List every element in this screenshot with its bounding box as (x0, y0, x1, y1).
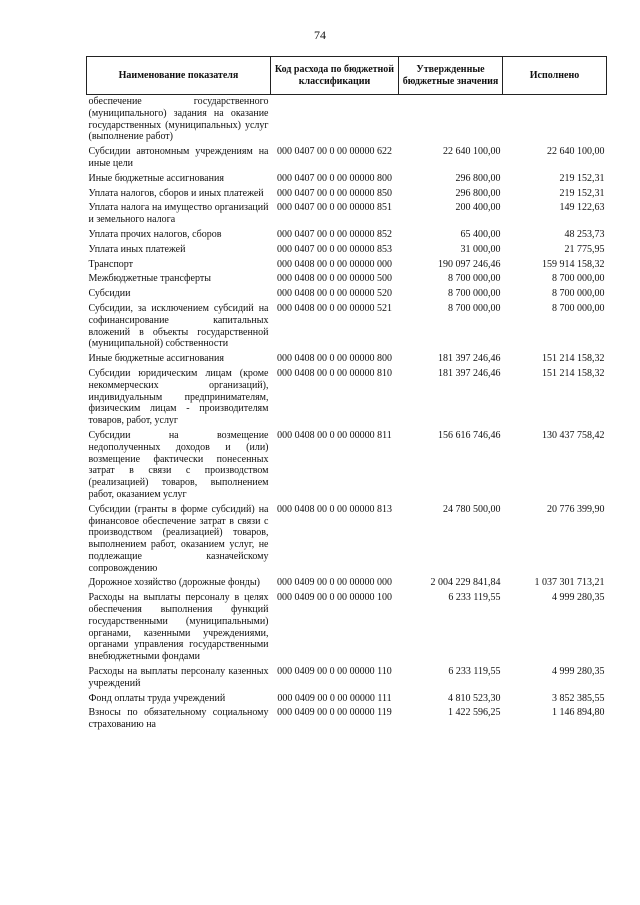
row-approved-value: 296 800,00 (455, 187, 501, 199)
table-row (87, 228, 607, 243)
row-approved-value: 200 400,00 (455, 202, 501, 214)
row-indicator-name: Иные бюджетные ассигнования (88, 353, 224, 365)
row-expense-code: 000 0409 00 0 00 00000 000 (277, 577, 392, 589)
row-executed-value: 3 852 385,55 (552, 692, 605, 704)
row-executed-value: 1 037 301 713,21 (534, 577, 605, 589)
row-executed-value: 151 214 158,32 (542, 353, 605, 365)
row-expense-code: 000 0408 00 0 00 00000 810 (277, 367, 392, 379)
row-indicator-name: Субсидии автономным учреждениям на иные цели (88, 146, 269, 169)
row-expense-code: 000 0407 00 0 00 00000 851 (277, 202, 392, 214)
table-row (87, 367, 607, 429)
row-executed-value: 48 253,73 (564, 228, 605, 240)
row-executed-value: 22 640 100,00 (547, 146, 605, 158)
row-indicator-name: Субсидии (гранты в форме субсидий) на финансовое обеспечение затрат в связи с производством (реализацией) товаров, выполнением работ, оказанием услуг, не подлежащие казначейскому сопровождению (88, 503, 269, 574)
table-header (87, 57, 607, 95)
row-approved-value: 6 233 119,55 (448, 666, 501, 678)
row-executed-value: 4 999 280,35 (552, 592, 605, 604)
table-row (87, 302, 607, 352)
row-indicator-name: Расходы на выплаты персоналу казенных учреждений (88, 666, 269, 689)
row-expense-code: 000 0409 00 0 00 00000 111 (277, 692, 392, 704)
row-indicator-name: Субсидии юридическим лицам (кроме некоммерческих организаций), индивидуальным предпринимателям, физическим лицам - производителям товаров, работ, услуг (88, 367, 269, 427)
row-executed-value: 8 700 000,00 (552, 288, 605, 300)
row-indicator-name: Расходы на выплаты персоналу в целях обеспечения выполнения функций государственными (муниципальными) органами, казенными учреждениями, органами управления государственными внебюджетными фондами (88, 592, 269, 663)
row-executed-value: 1 146 894,80 (552, 707, 605, 719)
row-expense-code: 000 0408 00 0 00 00000 000 (277, 258, 392, 270)
row-approved-value: 296 800,00 (455, 172, 501, 184)
row-executed-value: 159 914 158,32 (542, 258, 605, 270)
row-approved-value: 181 397 246,46 (438, 367, 501, 379)
row-indicator-name: Уплата иных платежей (88, 243, 186, 255)
table-row (87, 706, 607, 733)
row-expense-code: 000 0409 00 0 00 00000 110 (277, 666, 392, 678)
row-executed-value: 4 999 280,35 (552, 666, 605, 678)
row-indicator-name: Взносы по обязательному социальному страхованию на (88, 707, 269, 731)
row-executed-value: 8 700 000,00 (552, 302, 605, 314)
row-expense-code (271, 95, 399, 146)
row-executed-value: 130 437 758,42 (542, 429, 605, 441)
row-approved-value (399, 95, 503, 146)
row-expense-code: 000 0409 00 0 00 00000 119 (277, 707, 392, 719)
row-indicator-name: Межбюджетные трансферты (88, 273, 211, 285)
table-row (87, 287, 607, 302)
row-expense-code: 000 0409 00 0 00 00000 100 (277, 592, 392, 604)
row-expense-code: 000 0408 00 0 00 00000 800 (277, 353, 392, 365)
table-row (87, 503, 607, 577)
row-approved-value: 181 397 246,46 (438, 353, 501, 365)
row-indicator-name: Субсидии, за исключением субсидий на софинансирование капитальных вложений в объекты государственной (муниципальной) собственности (88, 302, 269, 350)
row-executed-value: 149 122,63 (559, 202, 605, 214)
table-body (87, 95, 607, 734)
row-approved-value: 4 810 523,30 (448, 692, 501, 704)
row-expense-code: 000 0407 00 0 00 00000 622 (277, 146, 392, 158)
row-indicator-name: Дорожное хозяйство (дорожные фонды) (88, 577, 260, 589)
row-approved-value: 2 004 229 841,84 (430, 577, 501, 589)
row-indicator-name: Уплата налогов, сборов и иных платежей (88, 187, 264, 199)
row-expense-code: 000 0408 00 0 00 00000 520 (277, 288, 392, 300)
table-row (87, 692, 607, 707)
row-indicator-name: Транспорт (88, 258, 134, 270)
row-indicator-name: обеспечение государственного (муниципального) задания на оказание государственных (муниципальных) услуг (выполнение работ) (88, 96, 269, 143)
header-expense-code: Код расхода по бюджетной классификации (271, 57, 399, 95)
budget-execution-table (86, 56, 607, 733)
row-expense-code: 000 0408 00 0 00 00000 500 (277, 273, 392, 285)
table-row (87, 429, 607, 503)
row-expense-code: 000 0407 00 0 00 00000 853 (277, 243, 392, 255)
row-expense-code: 000 0407 00 0 00 00000 852 (277, 228, 392, 240)
row-executed-value: 151 214 158,32 (542, 367, 605, 379)
table-row (87, 145, 607, 172)
table-row (87, 201, 607, 228)
row-expense-code: 000 0407 00 0 00 00000 800 (277, 172, 392, 184)
table-row (87, 187, 607, 202)
row-approved-value: 190 097 246,46 (438, 258, 501, 270)
row-approved-value: 8 700 000,00 (448, 288, 501, 300)
row-indicator-name: Фонд оплаты труда учреждений (88, 692, 226, 704)
row-indicator-name: Уплата прочих налогов, сборов (88, 228, 222, 240)
row-executed-value: 20 776 399,90 (547, 503, 605, 515)
table-row (87, 665, 607, 692)
table-row (87, 95, 607, 146)
row-expense-code: 000 0408 00 0 00 00000 521 (277, 302, 392, 314)
header-executed: Исполнено (503, 57, 607, 95)
row-indicator-name: Иные бюджетные ассигнования (88, 172, 224, 184)
table-row (87, 591, 607, 665)
row-executed-value: 219 152,31 (559, 172, 605, 184)
row-executed-value (503, 95, 607, 146)
row-expense-code: 000 0407 00 0 00 00000 850 (277, 187, 392, 199)
header-approved-values: Утвержденные бюджетные значения (399, 57, 503, 95)
row-approved-value: 6 233 119,55 (448, 592, 501, 604)
row-indicator-name: Субсидии (88, 288, 131, 300)
row-approved-value: 156 616 746,46 (438, 429, 501, 441)
table-row (87, 172, 607, 187)
row-approved-value: 8 700 000,00 (448, 302, 501, 314)
table-row (87, 258, 607, 273)
row-indicator-name: Субсидии на возмещение недополученных доходов и (или) возмещение фактически понесенных затрат в связи с производством (реализацией) товаров, выполнением работ, оказанием услуг (88, 429, 269, 500)
table-row (87, 576, 607, 591)
row-approved-value: 1 422 596,25 (448, 707, 501, 719)
page-number: 74 (314, 28, 326, 42)
row-indicator-name: Уплата налога на имущество организаций и земельного налога (88, 202, 269, 226)
row-expense-code: 000 0408 00 0 00 00000 813 (277, 503, 392, 515)
header-indicator-name: Наименование показателя (87, 57, 271, 95)
table-row (87, 243, 607, 258)
row-approved-value: 65 400,00 (460, 228, 501, 240)
table-row (87, 272, 607, 287)
row-executed-value: 21 775,95 (564, 243, 605, 255)
row-approved-value: 24 780 500,00 (443, 503, 501, 515)
row-approved-value: 31 000,00 (460, 243, 501, 255)
table-row (87, 352, 607, 367)
row-approved-value: 8 700 000,00 (448, 273, 501, 285)
row-executed-value: 8 700 000,00 (552, 273, 605, 285)
row-executed-value: 219 152,31 (559, 187, 605, 199)
row-expense-code: 000 0408 00 0 00 00000 811 (277, 429, 392, 441)
row-approved-value: 22 640 100,00 (443, 146, 501, 158)
